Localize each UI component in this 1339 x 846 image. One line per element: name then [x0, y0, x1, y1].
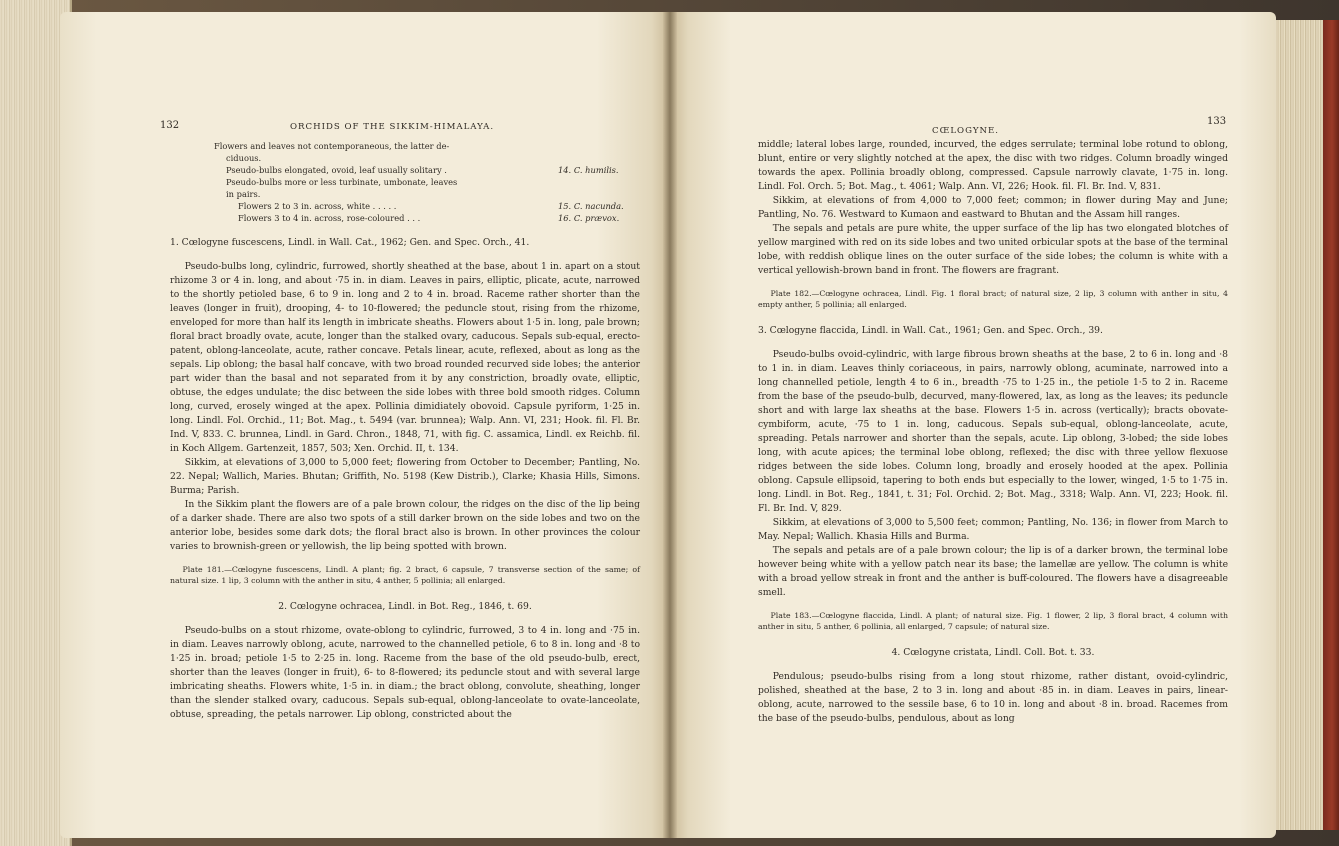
species-heading: 3. Cœlogyne flaccida, Lindl. in Wall. Cat., 1961; Gen. and Spec. Orch., 39.	[758, 325, 1103, 336]
right-page-edges	[1268, 20, 1339, 830]
running-head: CŒLOGYNE.	[932, 126, 1000, 136]
distribution-paragraph: Sikkim, at elevations of from 4,000 to 7,000 feet; common; in flower during May and June; Pantling, No. 76. Westward to Kumaon and eastward to Bhutan and the Assam hill ranges.	[758, 195, 1228, 220]
key-row: Flowers 3 to 4 in. across, rose-coloured . . . 16. C. prævox.	[238, 213, 620, 223]
right-page-text	[758, 138, 1228, 726]
key-row: Pseudo-bulbs more or less turbinate, umbonate, leaves	[226, 177, 458, 187]
species-description: Pseudo-bulbs long, cylindric, furrowed, shortly sheathed at the base, about 1 in. apart on a stout rhizome 3 or 4 in. long, and about ·75 in. in diam. Leaves in pairs, elliptic, plicate, acute, narrowed to the shortly petioled base, 6 to 9 in. long and 2 to 4 in. broad. Raceme rather shorter than the leaves (longer in fruit), drooping, 4- to 10-flowered; the peduncle stout, rising from the rhizome, enveloped for more than half its length in imbricate sheaths. Flowers about 1·5 in. long, pale brown; floral bract broadly ovate, acute, longer than the stalked ovary, caducous. Sepals sub-equal, erecto-patent, oblong-lanceolate, acute, rather concave. Petals linear, acute, reflexed, about as long as the sepals. Lip oblong; the basal half concave, with two broad rounded recurved side lobes; the anterior part wider than the basal and not separated from it by any constriction, broadly ovate, elliptic, obtuse, the edges undulate; the disc between the side lobes with three bold smooth ridges. Column long, curved, erosely winged at the apex. Pollinia dimidiately obovoid. Capsule pyriform, 1·25 in. long. Lindl. Fol. Orchid., 11; Bot. Mag., t. 5494 (var. brunnea); Walp. Ann. VI, 231; Hook. fil. Fl. Br. Ind. V, 833. C. brunnea, Lindl. in Gard. Chron., 1848, 71, with fig. C. assamica, Lindl. ex Reichb. fil. in Koch Allgem. Gartenzeit, 1857, 503; Xen. Orchid. II, t. 134.	[170, 261, 640, 454]
distribution-paragraph: Sikkim, at elevations of 3,000 to 5,000 feet; flowering from October to December; Pantling, No. 22. Nepal; Wallich, Maries. Bhutan; Griffith, No. 5198 (Kew Distrib.), Clarke; Khasia Hills, Simons. Burma; Parish.	[170, 457, 640, 496]
distribution-paragraph: Sikkim, at elevations of 3,000 to 5,500 feet; common; Pantling, No. 136; in flower from March to May. Nepal; Wallich. Khasia Hills and Burma.	[758, 517, 1228, 542]
book-gutter	[663, 12, 677, 838]
key-row: ciduous.	[226, 153, 262, 163]
left-page	[60, 12, 670, 838]
species-key	[190, 140, 640, 224]
key-row: in pairs.	[226, 189, 261, 199]
right-page	[670, 12, 1276, 838]
notes-paragraph: The sepals and petals are pure white, the upper surface of the lip has two elongated blotches of yellow margined with red on its side lobes and two united orbicular spots at the base of the terminal lobe, with reddish oblique lines on the outer surface of the side lobes; the column is white with a vertical yellowish-brown band in front. The flowers are fragrant.	[758, 223, 1228, 276]
species-description: Pseudo-bulbs ovoid-cylindric, with large fibrous brown sheaths at the base, 2 to 6 in. long and ·8 to 1 in. in diam. Leaves thinly coriaceous, in pairs, narrowly oblong, acuminate, narrowed into a long channelled petiole, length 4 to 6 in., breadth ·75 to 1·25 in., the petiole 1·5 to 2 in. Raceme from the base of the pseudo-bulb, decurved, many-flowered, lax, as long as the leaves; its peduncle short and with large lax sheaths at the base. Flowers 1·5 in. across (vertically); bracts obovate-cymbiform, acute, ·75 to 1 in. long, caducous. Sepals sub-equal, oblong-lanceolate, acute, spreading. Petals narrower and shorter than the sepals, acute. Lip oblong, 3-lobed; the side lobes long, with acute apices; the terminal lobe oblong, reflexed; the disc with three yellow flexuose ridges between the side lobes. Column long, broadly and erosely hooded at the apex. Pollinia oblong. Capsule ellipsoid, tapering to both ends but especially to the lower, winged, 1·5 to 1·75 in. long. Lindl. in Bot. Reg., 1841, t. 31; Fol. Orchid. 2; Bot. Mag., 3318; Walp. Ann. VI, 223; Hook. fil. Fl. Br. Ind. V, 829.	[758, 349, 1228, 514]
left-page-text	[170, 140, 640, 722]
species-heading: 4. Cœlogyne cristata, Lindl. Coll. Bot. t. 33.	[891, 647, 1095, 658]
species-heading: 1. Cœlogyne fuscescens, Lindl. in Wall. Cat., 1962; Gen. and Spec. Orch., 41.	[170, 237, 530, 248]
plate-caption: Plate 183.—Cœlogyne flaccida, Lindl. A plant; of natural size. Fig. 1 flower, 2 lip, 3 floral bract, 4 column with anther in situ, 5 anther, 6 pollinia, all enlarged, 7 capsule; of natural size.	[758, 611, 1228, 631]
page-number: 133	[1207, 116, 1227, 127]
species-description: Pendulous; pseudo-bulbs rising from a long stout rhizome, rather distant, ovoid-cylindric, polished, sheathed at the base, 2 to 3 in. long and about ·85 in. in diam. Leaves in pairs, linear-oblong, acute, narrowed to the sessile base, 6 to 10 in. long and about ·8 in. broad. Racemes from the base of the pseudo-bulbs, pendulous, about as long	[758, 671, 1228, 724]
page-number: 132	[160, 120, 180, 131]
running-head: ORCHIDS OF THE SIKKIM-HIMALAYA.	[290, 122, 495, 132]
species-description: Pseudo-bulbs on a stout rhizome, ovate-oblong to cylindric, furrowed, 3 to 4 in. long and ·75 in. in diam. Leaves narrowly oblong, acute, narrowed to the channelled petiole, 6 to 8 in. long and ·8 to 1·25 in. broad; petiole 1·5 to 2·25 in. long. Raceme from the base of the old pseudo-bulb, erect, shorter than the leaves (longer in fruit), 6- to 8-flowered; its peduncle stout and with several large imbricating sheaths. Flowers white, 1·5 in. in diam.; the bract oblong, convolute, sheathing, longer than the slender stalked ovary, caducous. Sepals sub-equal, oblong-lanceolate to ovate-lanceolate, obtuse, spreading, the petals narrower. Lip oblong, constricted about the	[170, 625, 640, 720]
plate-caption: Plate 182.—Cœlogyne ochracea, Lindl. Fig. 1 floral bract; of natural size, 2 lip, 3 column with anther in situ, 4 empty anther, 5 pollinia; all enlarged.	[758, 289, 1228, 309]
plate-caption: Plate 181.—Cœlogyne fuscescens, Lindl. A plant; fig. 2 bract, 6 capsule, 7 transverse section of the same; of natural size. 1 lip, 3 column with the anther in situ, 4 anther, 5 pollinia; all enlarged.	[170, 565, 640, 585]
key-row: Flowers 2 to 3 in. across, white . . . . . 15. C. nacunda.	[238, 201, 624, 211]
species-heading: 2. Cœlogyne ochracea, Lindl. in Bot. Reg., 1846, t. 69.	[278, 601, 532, 612]
notes-paragraph: The sepals and petals are of a pale brown colour; the lip is of a darker brown, the terminal lobe however being white with a yellow patch near its base; the lamellæ are yellow. The column is white with a broad yellow streak in front and the anther is buff-coloured. The flowers have a disagreeable smell.	[758, 545, 1228, 598]
notes-paragraph: In the Sikkim plant the flowers are of a pale brown colour, the ridges on the disc of the lip being of a darker shade. There are also two spots of a still darker brown on the side lobes and two on the anterior lobe, besides some dark dots; the floral bract also is brown. In other provinces the colour varies to brownish-green or yellowish, the lip being spotted with brown.	[170, 499, 640, 552]
continued-paragraph: middle; lateral lobes large, rounded, incurved, the edges serrulate; terminal lobe rotund to oblong, blunt, entire or very slightly notched at the apex, the disc with two ridges. Column broadly winged towards the apex. Pollinia broadly oblong, compressed. Capsule narrowly clavate, 1·75 in. long. Lindl. Fol. Orch. 5; Bot. Mag., t. 4061; Walp. Ann. VI, 226; Hook. fil. Fl. Br. Ind. V, 831.	[758, 139, 1228, 192]
key-row: Pseudo-bulbs elongated, ovoid, leaf usually solitary . 14. C. humilis.	[226, 165, 619, 175]
key-row: Flowers and leaves not contemporaneous, the latter de-	[214, 141, 450, 151]
